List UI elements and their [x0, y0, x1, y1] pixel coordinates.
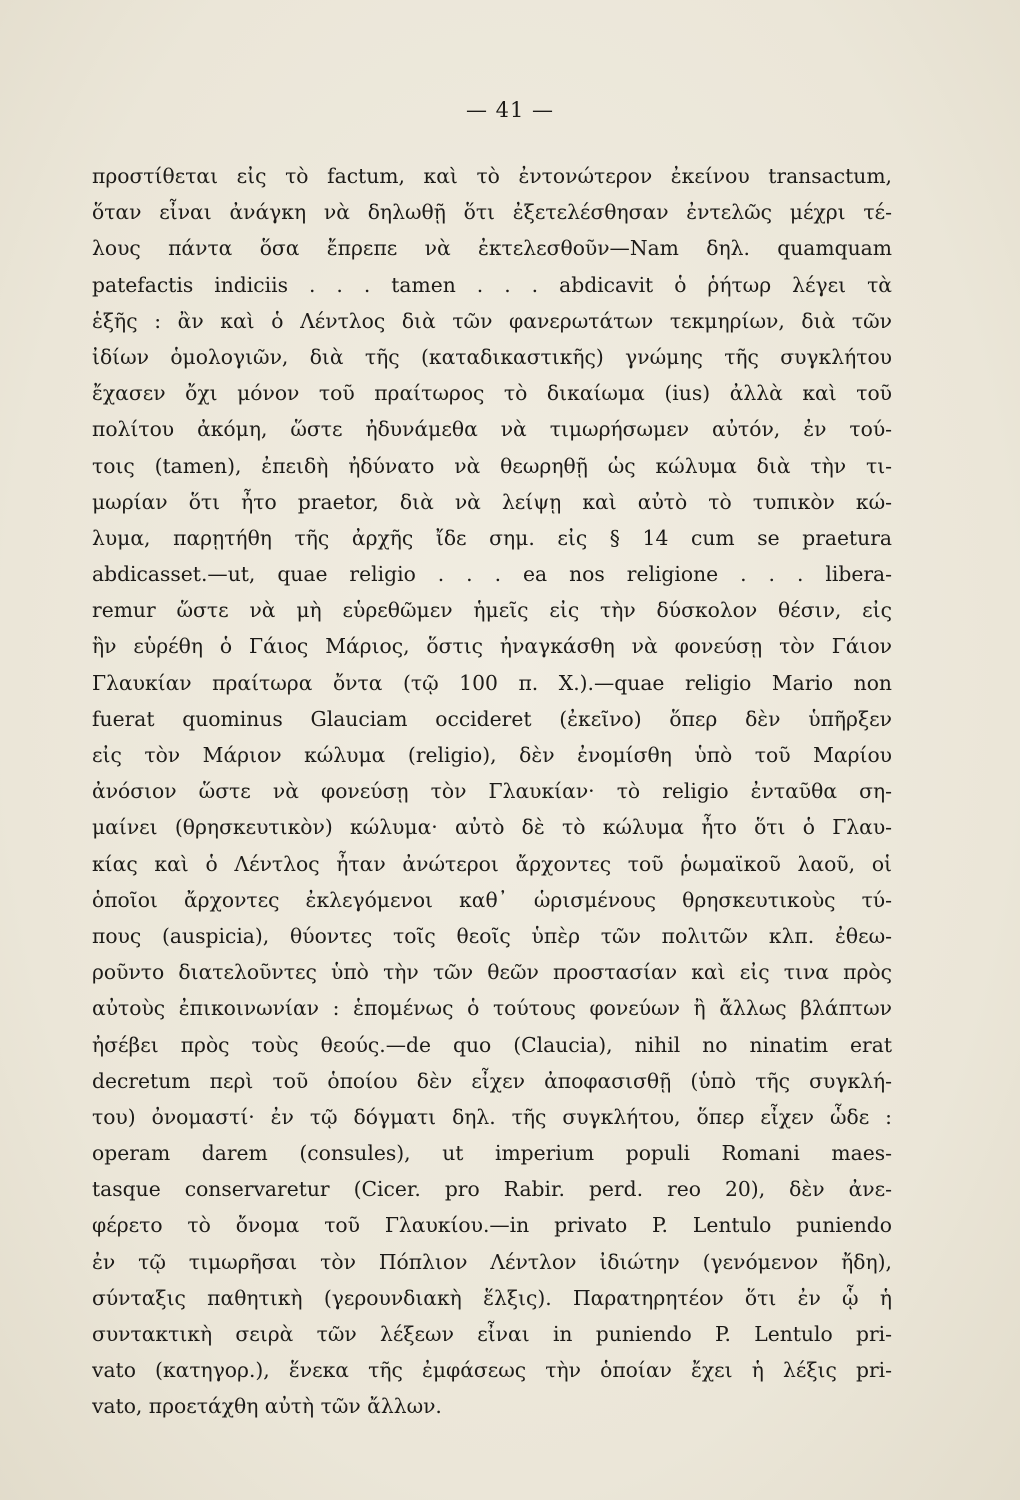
body-text: [92, 158, 892, 1425]
text-line: ὁποῖοι ἄρχοντες ἐκλεγόμενοι καθ᾽ ὡρισμένους θρησκευτικοὺς τύ-: [92, 887, 892, 912]
text-line: Γλαυκίαν πραίτωρα ὄντα (τῷ 100 π. Χ.).—quae religio Mario non: [92, 670, 892, 695]
text-line: decretum περὶ τοῦ ὁποίου δὲν εἶχεν ἀποφασισθῇ (ὑπὸ τῆς συγκλή-: [92, 1068, 892, 1093]
text-line: συντακτικὴ σειρὰ τῶν λέξεων εἶναι in puniendo P. Lentulo pri-: [92, 1322, 892, 1346]
text-line: προστίθεται εἰς τὸ factum, καὶ τὸ ἐντονώτερον ἐκείνου transactum,: [92, 164, 892, 188]
text-line: λυμα, παρῃτήθη τῆς ἀρχῆς ἴδε σημ. εἰς § 14 cum se praetura: [92, 525, 892, 550]
text-line: ἠσέβει πρὸς τοὺς θεούς.—de quo (Claucia), nihil no ninatim erat: [92, 1032, 892, 1057]
text-line: remur ὥστε νὰ μὴ εὑρεθῶμεν ἡμεῖς εἰς τὴν δύσκολον θέσιν, εἰς: [92, 598, 892, 623]
text-line: patefactis indiciis . . . tamen . . . abdicavit ὁ ῥήτωρ λέγει τὰ: [92, 272, 892, 297]
text-line: abdicasset.—ut, quae religio . . . ea nos religione . . . libera-: [92, 562, 892, 587]
text-line: πους (auspicia), θύοντες τοῖς θεοῖς ὑπὲρ τῶν πολιτῶν κλπ. ἐθεω-: [92, 923, 892, 948]
text-line: vato (κατηγορ.), ἕνεκα τῆς ἐμφάσεως τὴν ὁποίαν ἔχει ἡ λέξις pri-: [92, 1358, 892, 1383]
text-line: σύνταξις παθητικὴ (γερουνδιακὴ ἕλξις). Παρατηρητέον ὅτι ἐν ᾧ ἡ: [92, 1285, 892, 1310]
text-line: φέρετο τὸ ὄνομα τοῦ Γλαυκίου.—in privato P. Lentulo puniendo: [92, 1213, 892, 1238]
text-line: ὅταν εἶναι ἀνάγκη νὰ δηλωθῇ ὅτι ἐξετελέσθησαν ἐντελῶς μέχρι τέ-: [92, 200, 892, 225]
text-line: ἣν εὑρέθη ὁ Γάιος Μάριος, ὅστις ἠναγκάσθη νὰ φονεύσῃ τὸν Γάιον: [92, 634, 892, 659]
text-line: μωρίαν ὅτι ἦτο praetor, διὰ νὰ λείψῃ καὶ αὐτὸ τὸ τυπικὸν κώ-: [92, 489, 892, 514]
text-line: tasque conservaretur (Cicer. pro Rabir. perd. reo 20), δὲν ἀνε-: [92, 1177, 892, 1202]
text-line: πολίτου ἀκόμη, ὥστε ἠδυνάμεθα νὰ τιμωρήσωμεν αὐτόν, ἐν τού-: [92, 417, 892, 442]
text-line: ἐν τῷ τιμωρῆσαι τὸν Πόπλιον Λέντλον ἰδιώτην (γενόμενον ἤδη),: [92, 1249, 892, 1274]
text-line: ἀνόσιον ὥστε νὰ φονεύσῃ τὸν Γλαυκίαν· τὸ religio ἐνταῦθα ση-: [92, 779, 892, 804]
text-line: ἔχασεν ὄχι μόνον τοῦ πραίτωρος τὸ δικαίωμα (ius) ἀλλὰ καὶ τοῦ: [92, 381, 892, 406]
text-line: κίας καὶ ὁ Λέντλος ἦταν ἀνώτεροι ἄρχοντες τοῦ ῥωμαϊκοῦ λαοῦ, οἱ: [92, 851, 892, 876]
text-line: fuerat quominus Glauciam occideret (ἐκεῖνο) ὅπερ δὲν ὑπῆρξεν: [92, 706, 892, 731]
text-line: vato, προετάχθη αὐτὴ τῶν ἄλλων.: [92, 1394, 442, 1419]
text-line: ἰδίων ὁμολογιῶν, διὰ τῆς (καταδικαστικῆς) γνώμης τῆς συγκλήτου: [92, 344, 892, 369]
text-line: εἰς τὸν Μάριον κώλυμα (religio), δὲν ἐνομίσθη ὑπὸ τοῦ Μαρίου: [92, 743, 892, 767]
text-line: ροῦντο διατελοῦντες ὑπὸ τὴν τῶν θεῶν προστασίαν καὶ εἰς τινα πρὸς: [92, 960, 892, 985]
page-number: — 41 —: [465, 98, 555, 122]
text-line: operam darem (consules), ut imperium populi Romani maes-: [92, 1141, 892, 1166]
text-line: μαίνει (θρησκευτικὸν) κώλυμα· αὐτὸ δὲ τὸ κώλυμα ἦτο ὅτι ὁ Γλαυ-: [92, 815, 892, 840]
text-line: του) ὀνομαστί· ἐν τῷ δόγματι δηλ. τῆς συγκλήτου, ὅπερ εἶχεν ὧδε :: [92, 1104, 892, 1129]
text-line: τοις (tamen), ἐπειδὴ ἠδύνατο νὰ θεωρηθῇ ὡς κώλυμα διὰ τὴν τι-: [92, 453, 892, 478]
text-line: λους πάντα ὅσα ἔπρεπε νὰ ἐκτελεσθοῦν—Nam δηλ. quamquam: [92, 236, 892, 261]
text-line: αὐτοὺς ἐπικοινωνίαν : ἑπομένως ὁ τούτους φονεύων ἢ ἄλλως βλάπτων: [92, 996, 892, 1021]
text-line: ἑξῆς : ἂν καὶ ὁ Λέντλος διὰ τῶν φανερωτάτων τεκμηρίων, διὰ τῶν: [92, 308, 892, 333]
